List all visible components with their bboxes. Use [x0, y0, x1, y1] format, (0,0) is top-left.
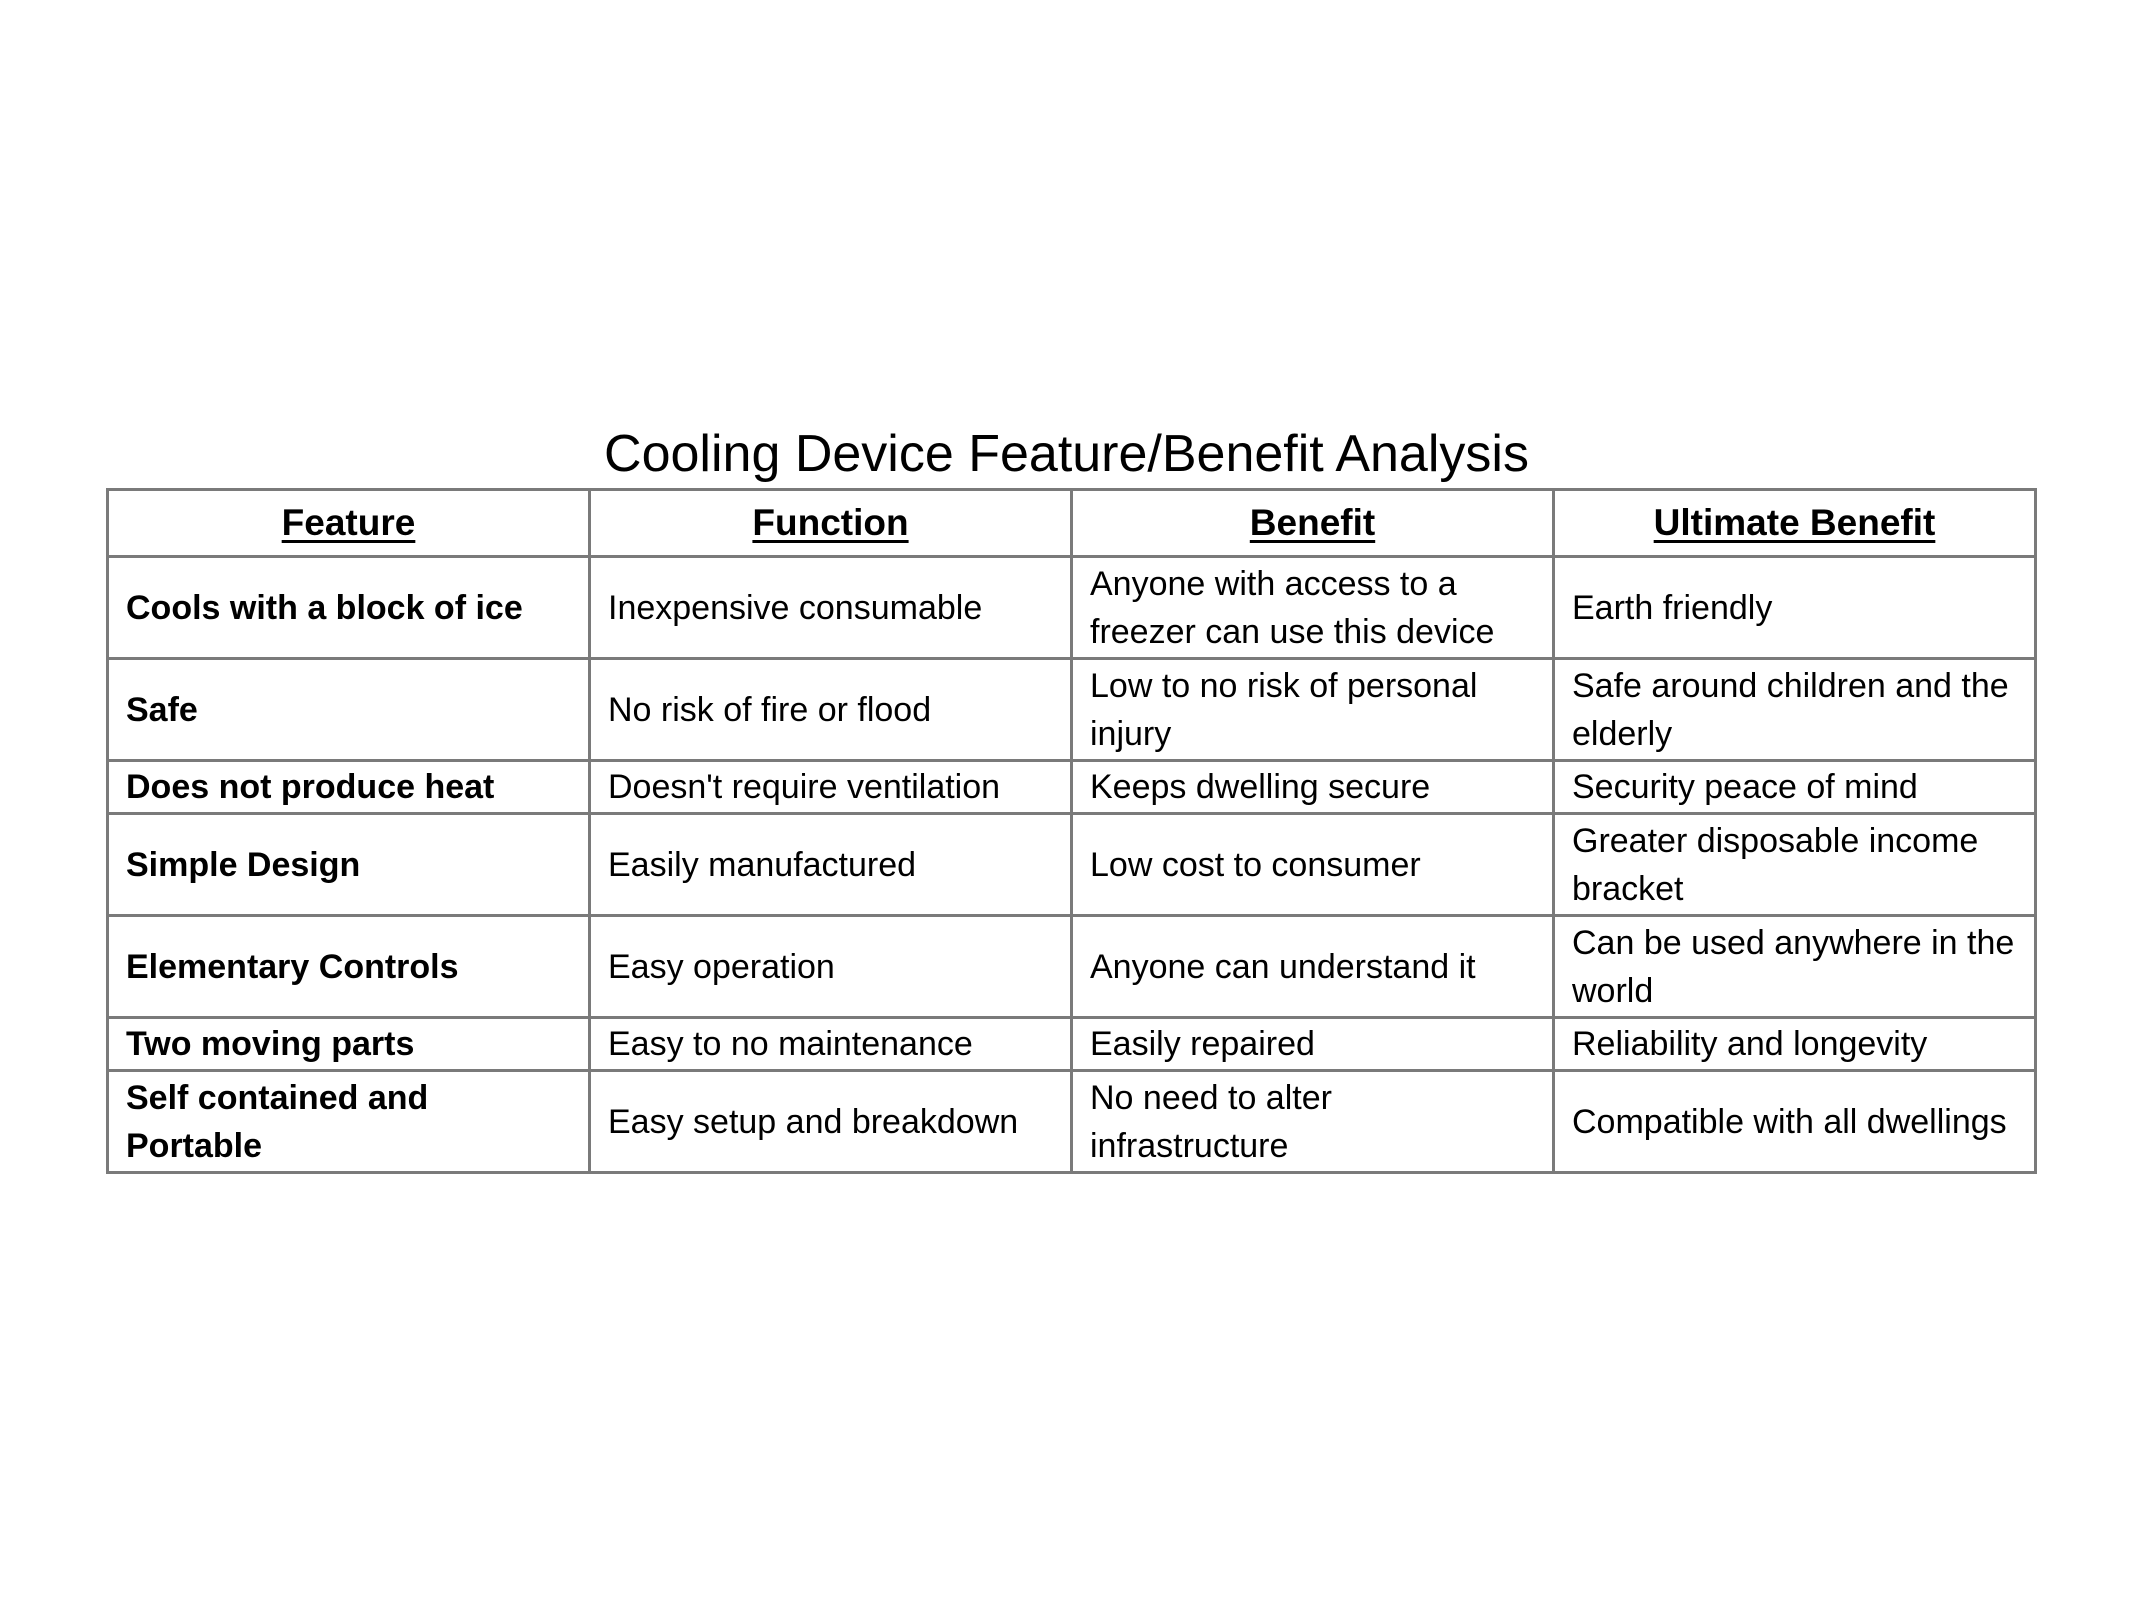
function-cell: Easy operation [590, 916, 1072, 1018]
header-ultimate-benefit: Ultimate Benefit [1554, 490, 2036, 557]
table-row [108, 659, 2036, 761]
ultimate-benefit-cell: Greater disposable income bracket [1554, 814, 2036, 916]
table-row [108, 814, 2036, 916]
benefit-cell: Anyone can understand it [1072, 916, 1554, 1018]
function-cell: Easily manufactured [590, 814, 1072, 916]
ultimate-benefit-cell: Reliability and longevity [1554, 1018, 2036, 1071]
function-cell: Easy to no maintenance [590, 1018, 1072, 1071]
function-cell: Easy setup and breakdown [590, 1071, 1072, 1173]
ultimate-benefit-cell: Earth friendly [1554, 557, 2036, 659]
feature-cell: Simple Design [108, 814, 590, 916]
feature-cell: Elementary Controls [108, 916, 590, 1018]
feature-cell: Cools with a block of ice [108, 557, 590, 659]
header-feature: Feature [108, 490, 590, 557]
ultimate-benefit-cell: Safe around children and the elderly [1554, 659, 2036, 761]
table-row [108, 916, 2036, 1018]
ultimate-benefit-cell: Security peace of mind [1554, 761, 2036, 814]
feature-cell: Does not produce heat [108, 761, 590, 814]
document-title: Cooling Device Feature/Benefit Analysis [604, 425, 1529, 483]
ultimate-benefit-cell: Compatible with all dwellings [1554, 1071, 2036, 1173]
benefit-cell: Easily repaired [1072, 1018, 1554, 1071]
ultimate-benefit-cell: Can be used anywhere in the world [1554, 916, 2036, 1018]
feature-benefit-table-container [106, 488, 2035, 1174]
feature-cell: Two moving parts [108, 1018, 590, 1071]
benefit-cell: Keeps dwelling secure [1072, 761, 1554, 814]
table-row [108, 557, 2036, 659]
table-header-row [108, 490, 2036, 557]
feature-cell: Self contained and Portable [108, 1071, 590, 1173]
table-row [108, 761, 2036, 814]
feature-benefit-table [106, 488, 2037, 1174]
header-function: Function [590, 490, 1072, 557]
benefit-cell: Anyone with access to a freezer can use this device [1072, 557, 1554, 659]
table-row [108, 1071, 2036, 1173]
function-cell: Inexpensive consumable [590, 557, 1072, 659]
benefit-cell: Low to no risk of personal injury [1072, 659, 1554, 761]
table-row [108, 1018, 2036, 1071]
benefit-cell: Low cost to consumer [1072, 814, 1554, 916]
function-cell: No risk of fire or flood [590, 659, 1072, 761]
benefit-cell: No need to alter infrastructure [1072, 1071, 1554, 1173]
function-cell: Doesn't require ventilation [590, 761, 1072, 814]
header-benefit: Benefit [1072, 490, 1554, 557]
feature-cell: Safe [108, 659, 590, 761]
